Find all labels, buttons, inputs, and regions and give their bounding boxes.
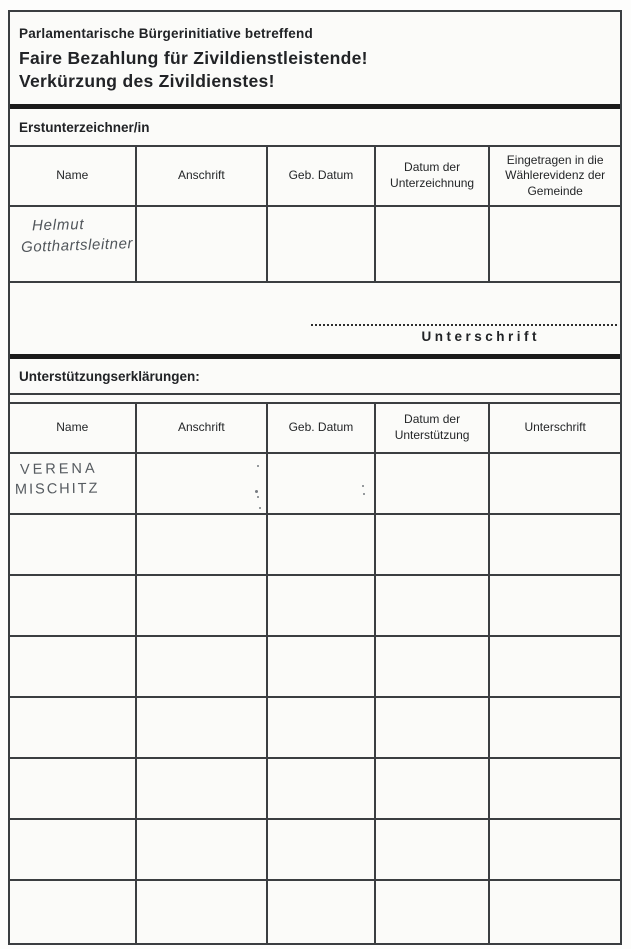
first-signer-col-anschrift: Anschrift [135,147,267,205]
handwritten-last-name: Gotthartsleitner [20,235,134,256]
handwritten-first-name: Helmut [31,215,85,235]
supporters-row-7 [10,820,620,881]
first-signer-col-waehlerevidenz: Eingetragen in die Wählerevidenz der Gemeinde [488,147,620,205]
section-title-first-signer: Erstunterzeichner/in [19,119,150,135]
supporters-header-row [10,402,620,454]
form-title-line-1: Faire Bezahlung für Zivildienstleistende! [19,48,368,68]
supporters-col-anschrift: Anschrift [135,404,267,452]
section-header-first-signer [10,109,620,147]
signature-area [10,283,620,359]
scan-speck [259,507,261,509]
section-header-supporters [10,359,620,395]
first-signer-header-row [10,147,620,207]
form-title-block [10,12,620,109]
first-signer-col-name: Name [56,168,89,183]
first-signer-datum-cell [374,207,489,281]
first-signer-evidenz-cell [488,207,620,281]
supporters-col-datum-unterstuetzung: Datum der Unterstützung [374,404,489,452]
first-signer-col-datum-unterzeichnung: Datum der Unterzeichnung [374,147,489,205]
supporters-row-1-name-cell [10,454,135,513]
supporters-row-3 [10,576,620,637]
supporters-row-4 [10,637,620,698]
supporters-row-2 [10,515,620,576]
supporters-col-geb-datum: Geb. Datum [266,404,374,452]
form-title-line-2: Verkürzung des Zivildienstes! [19,71,275,91]
supporters-row-1-anschrift-cell [135,454,267,513]
scan-speck [362,485,364,487]
handwritten-supporter-first-name: VERENA [19,460,98,478]
section-title-supporters: Unterstützungserklärungen: [19,368,200,384]
signature-label: Unterschrift [421,329,540,344]
scan-speck [257,465,259,467]
scan-speck [363,493,365,495]
first-signer-data-row [10,207,620,283]
first-signer-name-cell [10,207,135,281]
supporters-row-1 [10,454,620,515]
scan-speck [255,490,258,493]
signature-dotted-line [311,324,617,326]
section-gap [10,395,620,402]
first-signer-anschrift-cell [135,207,267,281]
supporters-row-6 [10,759,620,820]
supporters-row-5 [10,698,620,759]
supporters-row-1-geb-datum-cell [266,454,374,513]
first-signer-geb-datum-cell [266,207,374,281]
supporters-row-1-datum-cell [374,454,489,513]
form-page [8,10,622,945]
handwritten-supporter-last-name: MISCHITZ [14,480,100,498]
supporters-row-1-unterschrift-cell [488,454,620,513]
form-kind-line: Parlamentarische Bürgerinitiative betreffend [19,26,313,41]
supporters-row-8 [10,881,620,943]
first-signer-col-geb-datum: Geb. Datum [266,147,374,205]
supporters-col-name: Name [56,420,89,435]
scan-speck [257,496,259,498]
supporters-col-unterschrift: Unterschrift [488,404,620,452]
